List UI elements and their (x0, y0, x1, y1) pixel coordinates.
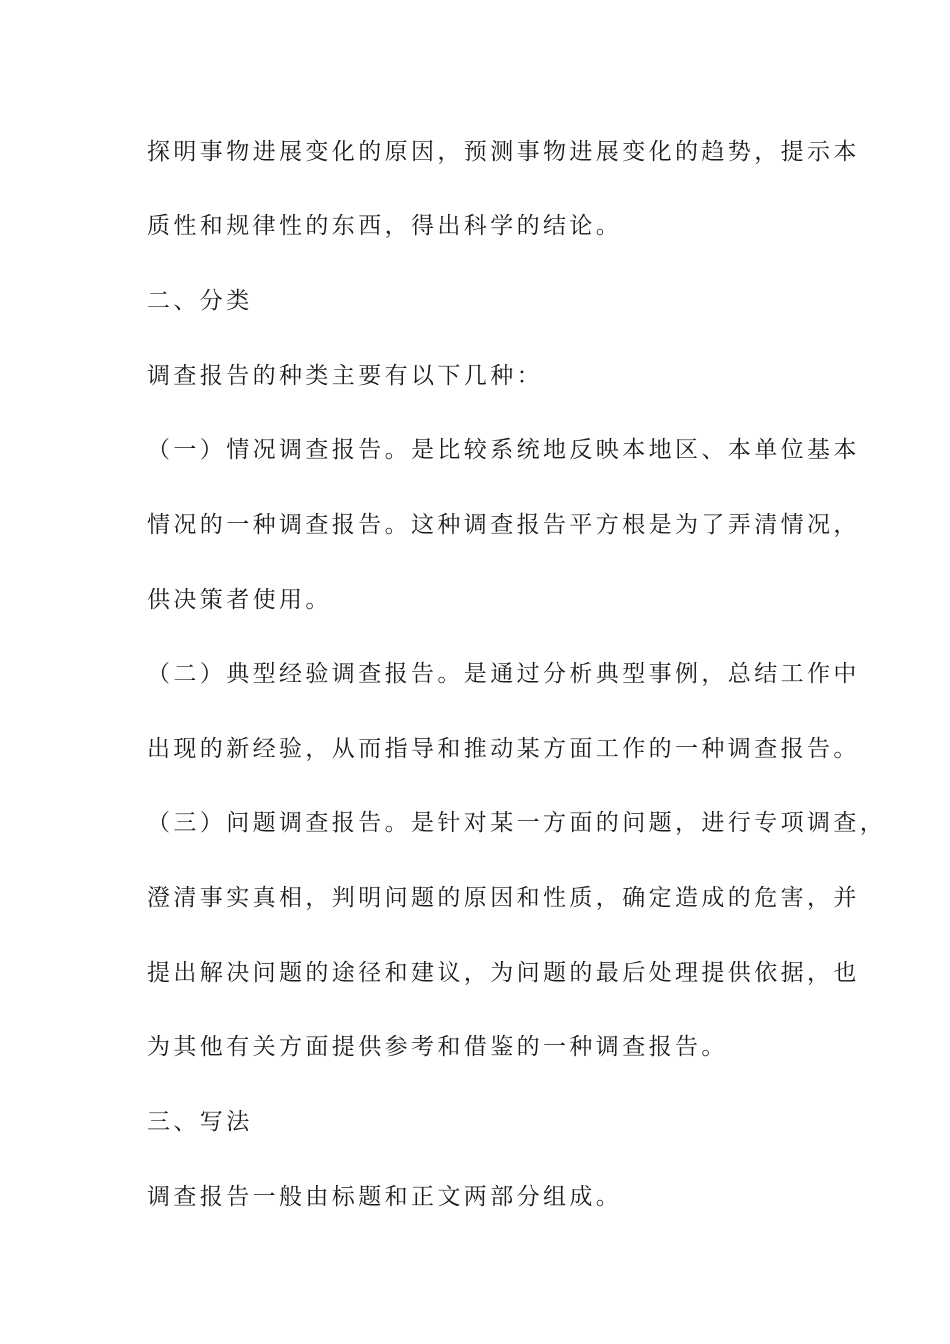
paragraph-line: 调查报告一般由标题和正文两部分组成。 (147, 1184, 623, 1210)
paragraph-line: 提出解决问题的途径和建议，为问题的最后处理提供依据，也 (147, 960, 860, 986)
paragraph-line: 调查报告的种类主要有以下几种： (147, 363, 543, 389)
section-heading-classification: 二、分类 (147, 288, 253, 314)
paragraph-line: 出现的新经验，从而指导和推动某方面工作的一种调查报告。 (147, 736, 860, 762)
paragraph-line: （二）典型经验调查报告。是通过分析典型事例，总结工作中 (147, 661, 860, 687)
paragraph-line: 探明事物进展变化的原因，预测事物进展变化的趋势，提示本 (147, 139, 860, 165)
paragraph-line: 供决策者使用。 (147, 587, 332, 613)
paragraph-line: 澄清事实真相，判明问题的原因和性质，确定造成的危害，并 (147, 885, 860, 911)
paragraph-line: 为其他有关方面提供参考和借鉴的一种调查报告。 (147, 1034, 728, 1060)
paragraph-line: （三）问题调查报告。是针对某一方面的问题，进行专项调查， (147, 810, 887, 836)
paragraph-line: （一）情况调查报告。是比较系统地反映本地区、本单位基本 (147, 437, 860, 463)
paragraph-line: 质性和规律性的东西，得出科学的结论。 (147, 213, 623, 239)
paragraph-line: 情况的一种调查报告。这种调查报告平方根是为了弄清情况， (147, 512, 860, 538)
section-heading-writing: 三、写法 (147, 1109, 253, 1135)
